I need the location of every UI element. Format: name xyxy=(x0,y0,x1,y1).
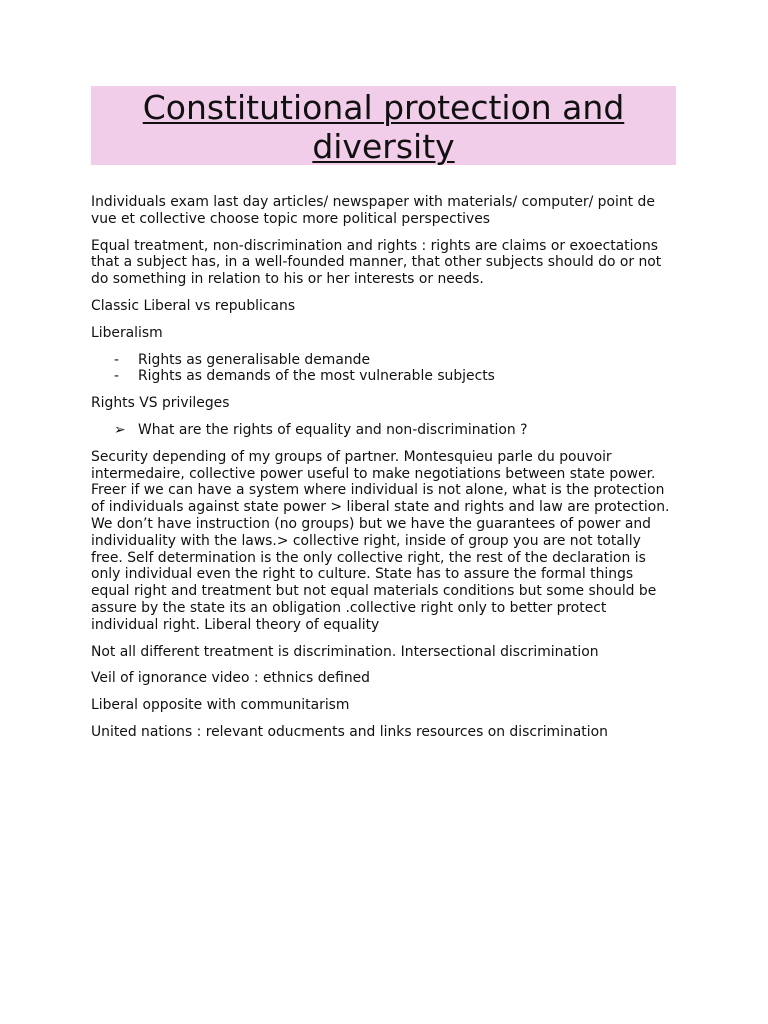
title-line-1: Constitutional protection and xyxy=(142,88,625,127)
paragraph-classic-liberal: Classic Liberal vs republicans xyxy=(91,297,296,314)
paragraph-veil-of-ignorance: Veil of ignorance video : ethnics defined xyxy=(91,670,370,687)
list-item-text: Rights as generalisable demande xyxy=(138,351,371,368)
paragraph-exam-info: Individuals exam last day articles/ newspaper with materials/ computer/ point de vue et collective choose topic more political perspectives xyxy=(91,194,655,227)
paragraph-united-nations: United nations : relevant oducments and links resources on discrimination xyxy=(91,723,608,740)
document-page xyxy=(91,86,676,751)
list-item xyxy=(91,368,676,385)
document-body xyxy=(91,194,676,741)
list-item xyxy=(91,352,676,369)
paragraph-security: Security depending of my groups of partner. Montesquieu parle du pouvoir intermedaire, collective power useful to make negotiations between state power. Freer if we can have a system where individual is not alone, what is the protection of individuals against state power > liberal state and rights and law are protection. We don’t have instruction (no groups) but we have the guarantees of power and individuality with the laws.> collective right, inside of group you are not totally free. Self determination is the only collective right, the rest of the declaration is only individual even the right to culture. State has to assure the formal things equal right and treatment but not equal materials conditions but some should be assure by the state its an obligation .collective right only to better protect individual right. Liberal theory of equality xyxy=(91,448,670,633)
dash-bullet: - xyxy=(114,351,120,368)
title-line-2: diversity xyxy=(312,127,455,166)
arrow-bullet-icon: ➢ xyxy=(114,421,126,438)
list-item xyxy=(91,422,676,439)
arrow-list xyxy=(91,422,676,439)
dash-list xyxy=(91,352,676,386)
title-banner xyxy=(91,86,676,165)
list-item-text: Rights as demands of the most vulnerable subjects xyxy=(138,368,495,385)
paragraph-liberalism: Liberalism xyxy=(91,324,163,341)
dash-bullet: - xyxy=(114,368,120,385)
paragraph-communitarism: Liberal opposite with communitarism xyxy=(91,697,350,714)
list-item-text: What are the rights of equality and non-discrimination ? xyxy=(138,421,528,438)
paragraph-different-treatment: Not all different treatment is discrimination. Intersectional discrimination xyxy=(91,643,599,660)
paragraph-equal-treatment: Equal treatment, non-discrimination and rights : rights are claims or exoectations that a subject has, in a well-founded manner, that other subjects should do or not do something in relation to his or her interests or needs. xyxy=(91,237,662,288)
paragraph-rights-vs-privileges: Rights VS privileges xyxy=(91,395,230,412)
